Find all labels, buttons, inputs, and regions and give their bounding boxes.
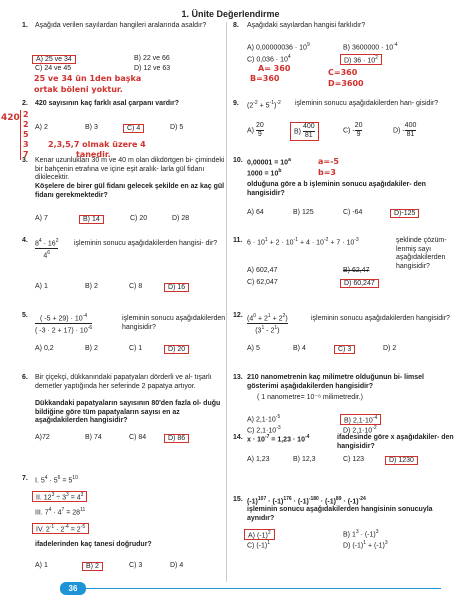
q12-option-c[interactable]: C) 3	[334, 345, 355, 354]
q12-option-a[interactable]: A) 5	[247, 345, 260, 352]
q15-text: işleminin sonucu aşağıdakilerden hangisinin sonucuyla aynıdır?	[247, 506, 433, 522]
q3-option-c[interactable]: C) 20	[130, 215, 148, 222]
q3-option-a[interactable]: A) 7	[35, 215, 48, 222]
q6-number: 6.	[22, 374, 28, 381]
q12-number: 12.	[233, 312, 243, 319]
q13-number: 13.	[233, 374, 243, 381]
q10-option-d[interactable]: D)-125	[390, 209, 419, 218]
q1-option-d[interactable]: D) 12 ve 63	[134, 65, 171, 72]
page-number: 36	[60, 582, 86, 595]
q14-option-c[interactable]: C) 123	[343, 456, 365, 463]
handwritten-a-value: a=-5	[318, 157, 339, 166]
q3-option-b[interactable]: B) 14	[79, 215, 104, 224]
q5-option-d[interactable]: D) 20	[164, 345, 189, 354]
q4-option-d[interactable]: D) 16	[164, 283, 189, 292]
q13-note: ( 1 nanometre= 10⁻⁶ milimetredir.)	[257, 394, 363, 401]
q9-option-c[interactable]: C) - $\frac{20}{9}$	[343, 122, 363, 138]
q9-option-a[interactable]: A) $\frac{20}{9}$	[247, 122, 264, 138]
handwritten-note-1: 25 ve 34 ün 1den başka	[34, 74, 142, 83]
q6-option-a[interactable]: A)72	[35, 434, 50, 441]
q2-option-b[interactable]: B) 3	[85, 124, 98, 131]
q4-expression: $\frac{8^4 \cdot 16^2}{4^6}$	[35, 238, 59, 260]
q2-option-a[interactable]: A) 2	[35, 124, 48, 131]
handwritten-note-4: tanedir.	[76, 150, 111, 159]
q9-option-d[interactable]: D) - $\frac{400}{81}$	[393, 122, 417, 138]
q1-option-c[interactable]: C) 24 ve 45	[35, 65, 72, 72]
q5-option-c[interactable]: C) 1	[129, 345, 143, 352]
handwritten-a: A= 360	[258, 64, 291, 73]
q13-option-b[interactable]: B) $2,1\cdot 10^{-4}$	[340, 414, 381, 425]
handwritten-note-2: ortak böleni yoktur.	[34, 85, 123, 94]
q12-option-b[interactable]: B) 4	[293, 345, 306, 352]
q5-option-b[interactable]: B) 2	[85, 345, 98, 352]
q7-option-c[interactable]: C) 3	[129, 562, 143, 569]
q14-option-a[interactable]: A) 1,23	[247, 456, 270, 463]
q4-option-c[interactable]: C) 8	[129, 283, 143, 290]
q2-number: 2.	[22, 100, 28, 107]
q2-text: 420 sayısının kaç farklı asal çarpanı vardır?	[35, 100, 179, 107]
q7-statement-2: II. $12^3 \div 3^3 = 4^3$	[32, 491, 87, 502]
q8-option-b[interactable]: B) $3600000 \cdot 10^{-4}$	[343, 42, 398, 52]
handwritten-b-value: b=3	[318, 168, 336, 177]
q14-text: ifadesinde göre x aşağıdakiler- den hangisidir?	[337, 434, 454, 450]
q11-number: 11.	[233, 237, 243, 244]
q5-text: işleminin sonucu aşağıdakilerden hangisidir?	[122, 315, 226, 331]
q12-option-d[interactable]: D) 2	[383, 345, 397, 352]
q10-option-c[interactable]: C) -64	[343, 209, 363, 216]
q7-option-d[interactable]: D) 4	[170, 562, 184, 569]
q11-option-b[interactable]: B) 62,47	[343, 267, 370, 274]
q11-text: şeklinde çözüm- lenmiş sayı aşağıdakilerden hangisidir?	[396, 237, 447, 270]
q9-number: 9.	[233, 100, 239, 107]
q4-option-b[interactable]: B) 2	[85, 283, 98, 290]
q11-option-d[interactable]: D) 60,247	[340, 279, 379, 288]
q3-number: 3.	[22, 157, 28, 164]
handwritten-420: 420	[1, 113, 20, 123]
q14-expression: $x \cdot 10^{-7} = 1,23 \cdot 10^{-4}$	[247, 434, 310, 444]
q6-option-c[interactable]: C) 84	[129, 434, 147, 441]
q12-text: işleminin sonucu aşağıdakilerden hangisidir?	[311, 315, 450, 322]
q6-option-b[interactable]: B) 74	[85, 434, 102, 441]
q15-option-a[interactable]: A) $(-1)^2$	[244, 529, 275, 540]
q6-option-d[interactable]: D) 86	[164, 434, 189, 443]
q15-option-c[interactable]: C) $(-1)^1$	[247, 540, 270, 550]
handwritten-d: D=3600	[328, 79, 364, 88]
q5-number: 5.	[22, 312, 28, 319]
q14-option-d[interactable]: D) 1230	[385, 456, 418, 465]
q15-option-b[interactable]: B) $1^3 \cdot (-1)^3$	[343, 529, 379, 539]
q13-text: 210 nanometrenin kaç milimetre olduğunun bi- limsel gösterimi aşağıdakilerden hangisidir?	[247, 374, 424, 390]
q6-text: Bir çiçekçi, dükkanındaki papatyaları dörderli ve al- tışarlı demetler yaptığında her seferinde 2 papatya artıyor.	[35, 374, 212, 390]
q10-given-2: $1000 = 10^b$	[247, 168, 282, 178]
page-title: 1. Ünite Değerlendirme	[181, 9, 280, 19]
q8-option-a[interactable]: A) $0,00000036 \cdot 10^9$	[247, 42, 310, 52]
q7-option-a[interactable]: A) 1	[35, 562, 48, 569]
q8-option-c[interactable]: C) $0,036 \cdot 10^4$	[247, 54, 291, 64]
q7-statement-1: I. $5^4 \cdot 5^6 = 5^{10}$	[35, 475, 78, 485]
q10-number: 10.	[233, 157, 243, 164]
q7-text: ifadelerinden kaç tanesi doğrudur?	[35, 541, 152, 548]
q11-option-c[interactable]: C) 62,047	[247, 279, 278, 286]
q2-option-c[interactable]: C) 4	[123, 124, 144, 133]
q11-expression: $6 \cdot 10^1 + 2 \cdot 10^{-1} + 4 \cdot 10^{-2} + 7 \cdot 10^{-3}$	[247, 237, 359, 247]
q1-option-a[interactable]: A) 25 ve 34	[32, 55, 76, 64]
q4-number: 4.	[22, 237, 28, 244]
handwritten-c: C=360	[328, 68, 358, 77]
q13-option-d[interactable]: D) $2,1\cdot 10^{-2}$	[343, 425, 377, 435]
q10-given-1: $0,00001 = 10^a$	[247, 157, 291, 167]
q1-option-b[interactable]: B) 22 ve 66	[134, 55, 170, 62]
handwritten-b: B=360	[250, 74, 280, 83]
q5-expression: $\frac{( -5 + 29) \cdot 10^{-4}}{( -3 \cdot 2 + 17) \cdot 10^{-6}}$	[35, 313, 93, 335]
q10-option-a[interactable]: A) 64	[247, 209, 264, 216]
q7-number: 7.	[22, 475, 28, 482]
q3-question: Köşelere de birer gül fidanı gelecek şekilde en az kaç gül fidanı gerekmektedir?	[35, 183, 225, 199]
q14-option-b[interactable]: B) 12,3	[293, 456, 316, 463]
q7-option-b[interactable]: B) 2	[82, 562, 103, 571]
q8-option-d[interactable]: D) $36 \cdot 10^2$	[340, 54, 382, 65]
q7-statement-3: III. $7^4 \cdot 4^7 = 28^{11}$	[35, 507, 86, 517]
q15-number: 15.	[233, 496, 243, 503]
q5-option-a[interactable]: A) 0,2	[35, 345, 54, 352]
q9-expression: $(2^{-2} + 5^{-1})^{-2}$	[247, 100, 281, 110]
q10-option-b[interactable]: B) 125	[293, 209, 314, 216]
q3-option-d[interactable]: D) 28	[172, 215, 190, 222]
handwritten-note-3: 2,3,5,7 olmak üzere 4	[48, 140, 146, 149]
q12-expression: $\frac{(4^0 + 2^1 + 2^2)}{(3^1 - 2^1)}$	[247, 313, 288, 335]
q1-text: Aşağıda verilen sayılardan hangileri aralarında asaldır?	[35, 22, 207, 29]
q8-text: Aşağıdaki sayılardan hangisi farklıdır?	[247, 22, 366, 29]
q9-option-b[interactable]: B) $\frac{400}{81}$	[290, 122, 319, 141]
handwritten-factor-tree: 2 2 5 3 7	[20, 110, 29, 160]
q13-option-a[interactable]: A) $2,1\cdot 10^{-5}$	[247, 414, 281, 424]
q6-question: Dükkandaki papatyaların sayısının 80'den fazla ol- duğu bildiğine göre tüm papatyaların sayısı en az aşağıdakilerden hangisidir?	[35, 400, 221, 425]
q4-option-a[interactable]: A) 1	[35, 283, 48, 290]
q15-expression: $(-1)^{107} \cdot (-1)^{176} \cdot (-1)^{-180} \cdot (-1)^{89} \cdot (-1)^{-24}$	[247, 496, 366, 506]
q1-number: 1.	[22, 22, 28, 29]
q8-number: 8.	[233, 22, 239, 29]
q2-option-d[interactable]: D) 5	[170, 124, 184, 131]
q3-text: Kenar uzunlukları 30 m ve 40 m olan dikdörtgen bi- çimindeki bir bahçenin etrafına ve içine eşit aralık- larla gül fidanı dikilecektir.	[35, 157, 225, 182]
q7-statement-4: IV. $2^{-1} \cdot 2^{-4} = 2^{-5}$	[32, 523, 89, 534]
q14-number: 14.	[233, 434, 243, 441]
q13-option-c[interactable]: C) $2,1\cdot 10^{-3}$	[247, 425, 281, 435]
q15-option-d[interactable]: D) $(-1)^1 + (-1)^3$	[343, 540, 388, 550]
q10-text: olduğuna göre a b işleminin sonucu aşağıdakiler- den hangisidir?	[247, 181, 426, 197]
q4-text: işleminin sonucu aşağıdakilerden hangisi- dir?	[74, 240, 218, 247]
q9-text: işleminin sonucu aşağıdakilerden han- gisidir?	[295, 100, 439, 107]
footer-line	[86, 588, 441, 589]
q11-option-a[interactable]: A) 602,47	[247, 267, 278, 274]
